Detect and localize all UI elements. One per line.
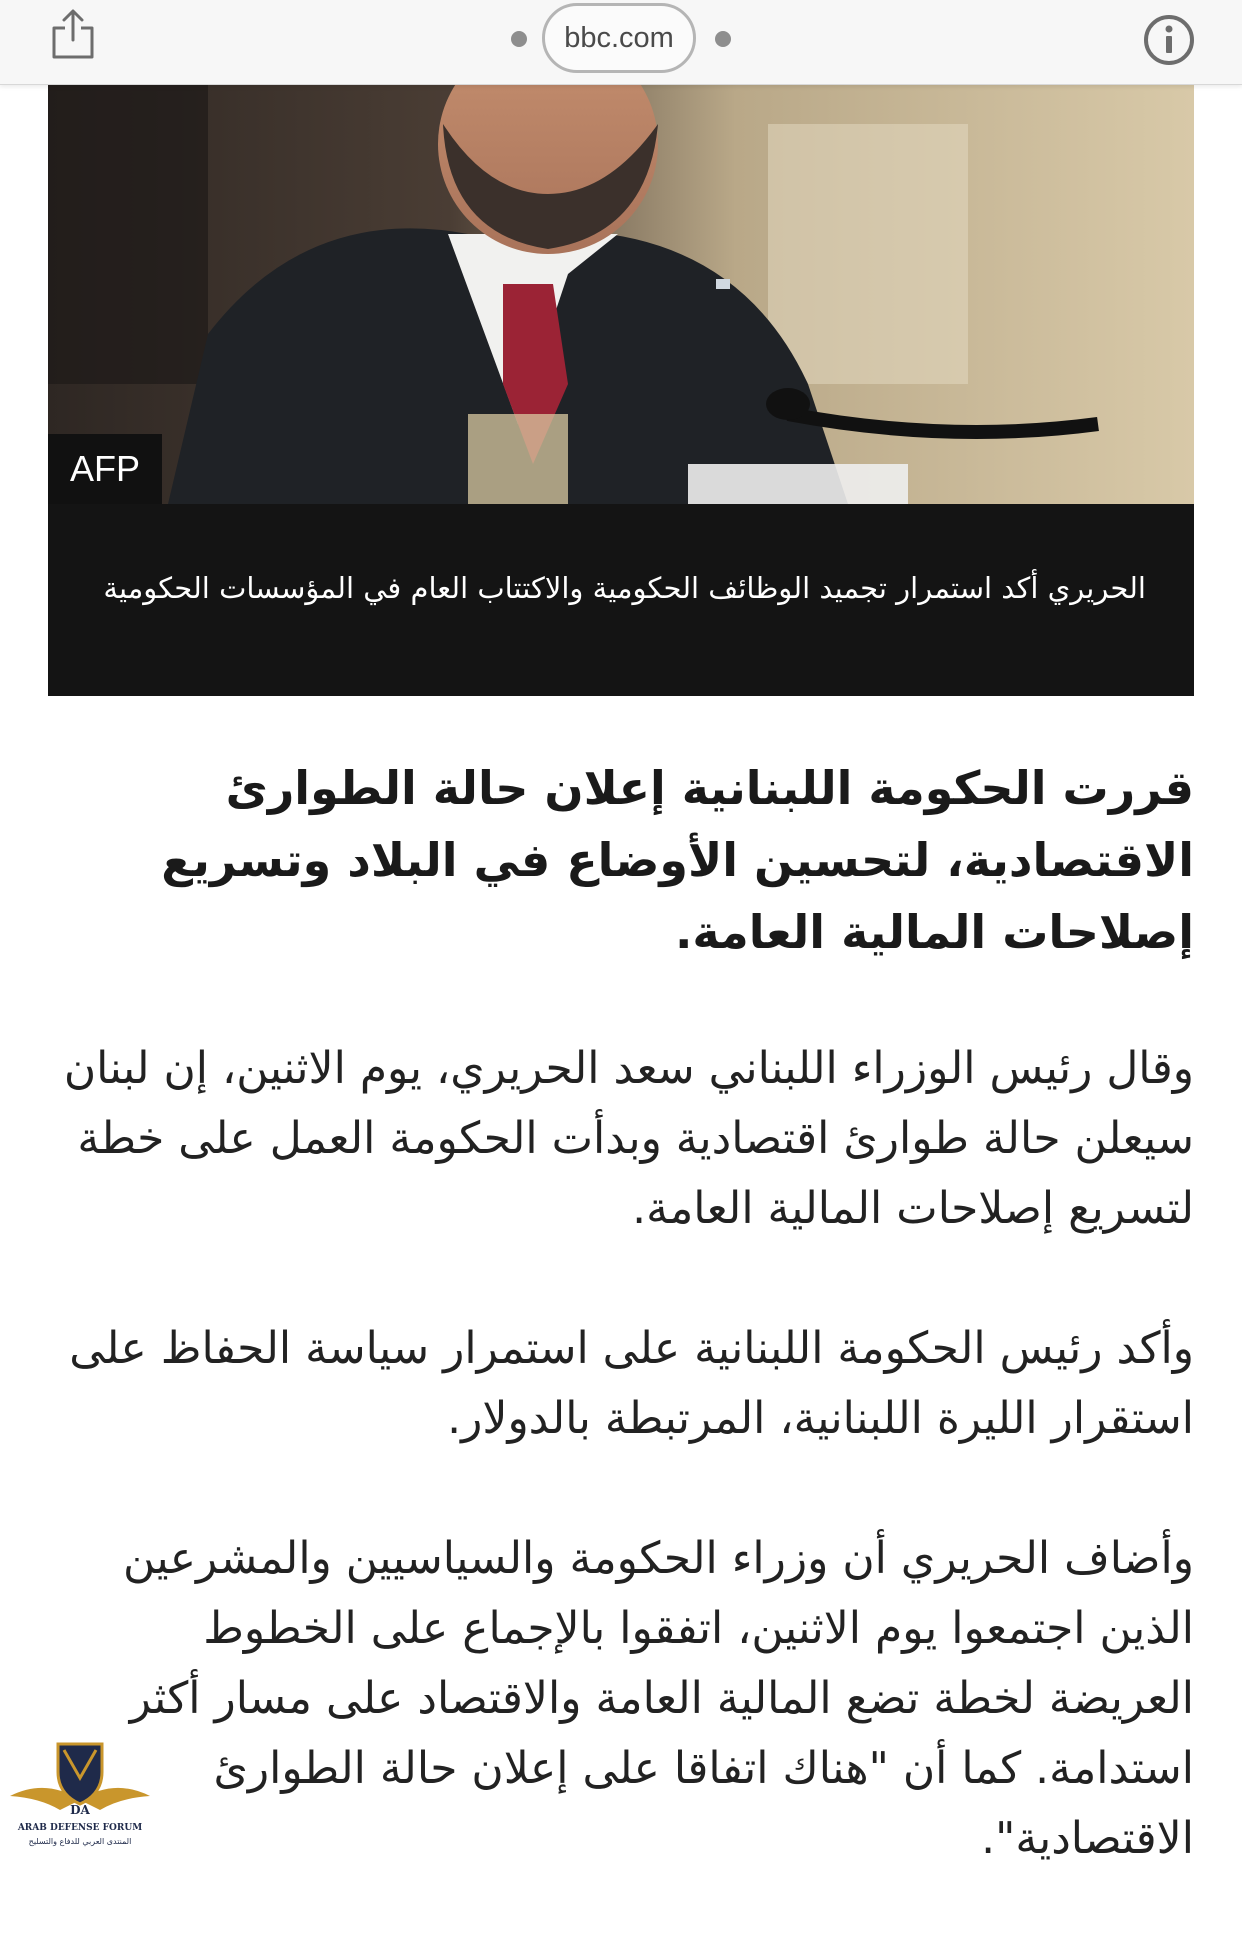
- browser-top-bar: [0, 0, 1242, 85]
- url-text: bbc.com: [564, 21, 674, 54]
- page-indicator-dot-right: [715, 31, 731, 47]
- address-bar[interactable]: [542, 3, 696, 73]
- svg-text:ARAB DEFENSE FORUM: ARAB DEFENSE FORUM: [17, 1823, 143, 1833]
- article-paragraph: وقال رئيس الوزراء اللبناني سعد الحريري، يوم الاثنين، إن لبنان سيعلن حالة طوارئ اقتصادية وبدأت الحكومة العمل على خطة لتسريع إصلاحات المالية العامة.: [63, 1043, 1194, 1234]
- article-paragraph: وأضاف الحريري أن وزراء الحكومة والسياسيين والمشرعين الذين اجتمعوا يوم الاثنين، اتفقوا بالإجماع على الخطوط العريضة لخطة تضع المالية العامة والاقتصاد على مسار أكثر استدامة. كما أن "هناك اتفاقا على إعلان حالة الطوارئ الاقتصادية".: [122, 1533, 1194, 1864]
- photo-credit: [48, 434, 162, 504]
- hero-photo: [48, 84, 1194, 504]
- page-indicator-dot-left: [511, 31, 527, 47]
- info-icon[interactable]: [1143, 14, 1195, 66]
- forum-watermark-logo: [6, 1738, 154, 1850]
- article-paragraph: وأكد رئيس الحكومة اللبنانية على استمرار سياسة الحفاظ على استقرار الليرة اللبنانية، المرتبطة بالدولار.: [69, 1323, 1194, 1444]
- svg-text:DA: DA: [70, 1803, 90, 1817]
- photo-caption: [48, 504, 1194, 696]
- share-icon[interactable]: [50, 8, 96, 60]
- photo-caption-text: الحريري أكد استمرار تجميد الوظائف الحكومية والاكتتاب العام في المؤسسات الحكومية: [103, 571, 1146, 605]
- article-body: [48, 752, 1194, 1944]
- photo-credit-label: AFP: [69, 448, 140, 489]
- svg-text:المنتدى العربي للدفاع والتسليح: المنتدى العربي للدفاع والتسليح: [28, 1837, 132, 1846]
- article-lead: قررت الحكومة اللبنانية إعلان حالة الطوارئ الاقتصادية، لتحسين الأوضاع في البلاد وتسريع إصلاحات المالية العامة.: [161, 761, 1194, 959]
